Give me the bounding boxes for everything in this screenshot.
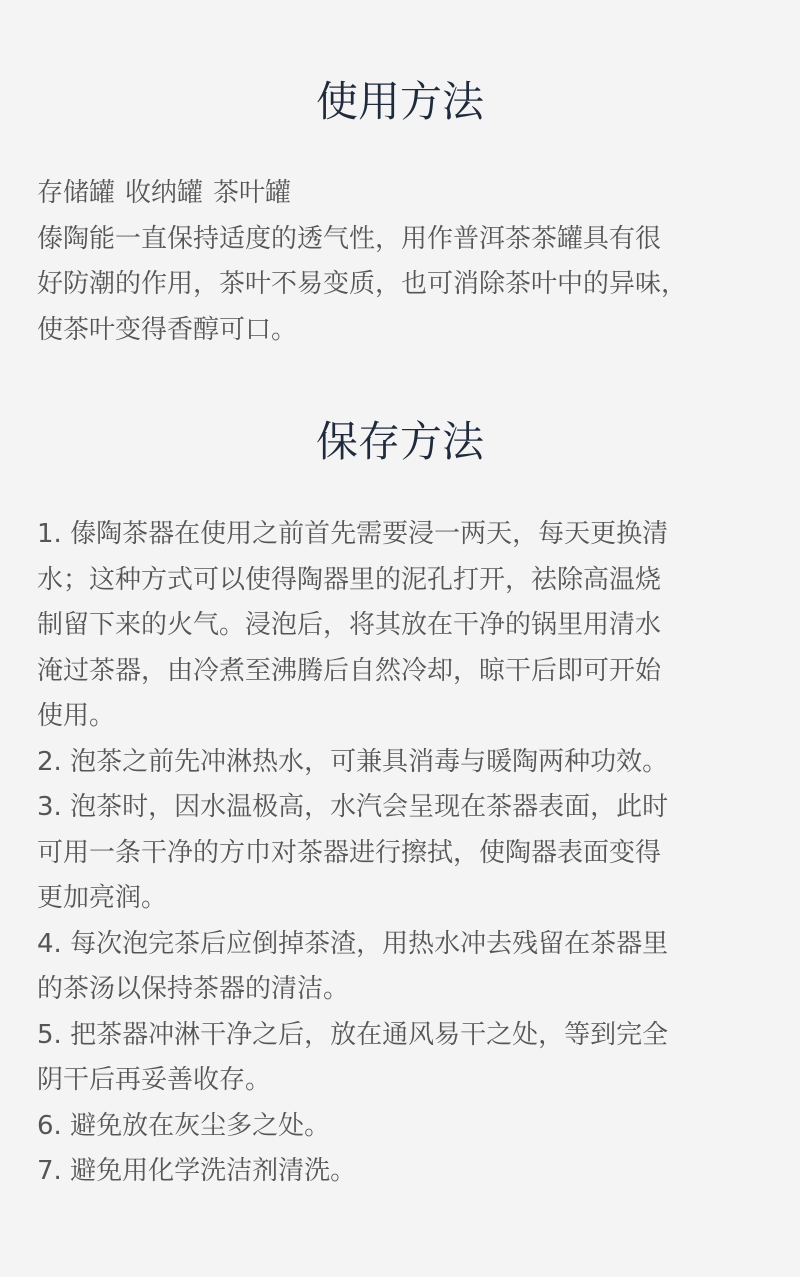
- storage-text-line: 6. 避免放在灰尘多之处。: [37, 1110, 331, 1141]
- storage-text-line: 阴干后再妥善收存。: [37, 1065, 272, 1095]
- storage-section: [37, 512, 767, 1195]
- tag-storage-jar: 存储罐: [37, 178, 116, 208]
- storage-text-line: 2. 泡茶之前先冲淋热水，可兼具消毒与暖陶两种功效。: [37, 746, 669, 777]
- usage-title: 使用方法: [315, 77, 484, 126]
- tag-tea-jar: 茶叶罐: [213, 178, 292, 208]
- storage-text-line: 使用。: [37, 701, 116, 731]
- usage-section: [37, 171, 767, 353]
- storage-title: 保存方法: [315, 417, 484, 466]
- tag-container-jar: 收纳罐: [125, 178, 204, 208]
- storage-text-line: 1. 傣陶茶器在使用之前首先需要浸一两天，每天更换清: [37, 519, 669, 549]
- usage-text-line: 使茶叶变得香醇可口。: [37, 314, 298, 345]
- storage-text-line: 制留下来的火气。浸泡后，将其放在干净的锅里用清水: [37, 610, 662, 640]
- usage-text-line: 傣陶能一直保持适度的透气性，用作普洱茶茶罐具有很: [37, 223, 662, 254]
- usage-text-line: 好防潮的作用，茶叶不易变质，也可消除茶叶中的异味，: [37, 269, 688, 299]
- storage-text-line: 水；这种方式可以使得陶器里的泥孔打开，祛除高温烧: [37, 564, 662, 595]
- storage-text-line: 淹过茶器，由冷煮至沸腾后自然冷却，晾干后即可开始: [37, 655, 662, 686]
- storage-text-line: 更加亮润。: [37, 883, 168, 913]
- storage-text-line: 的茶汤以保持茶器的清洁。: [37, 974, 350, 1004]
- storage-text-line: 5. 把茶器冲淋干净之后，放在通风易干之处，等到完全: [37, 1019, 669, 1050]
- storage-text-line: 3. 泡茶时，因水温极高，水汽会呈现在茶器表面，此时: [37, 792, 669, 822]
- storage-text-line: 可用一条干净的方巾对茶器进行擦拭，使陶器表面变得: [37, 837, 662, 868]
- storage-text-line: 7. 避免用化学洗洁剂清洗。: [37, 1156, 357, 1186]
- usage-tags: [37, 171, 767, 217]
- storage-text-line: 4. 每次泡完茶后应倒掉茶渣，用热水冲去残留在茶器里: [37, 928, 669, 959]
